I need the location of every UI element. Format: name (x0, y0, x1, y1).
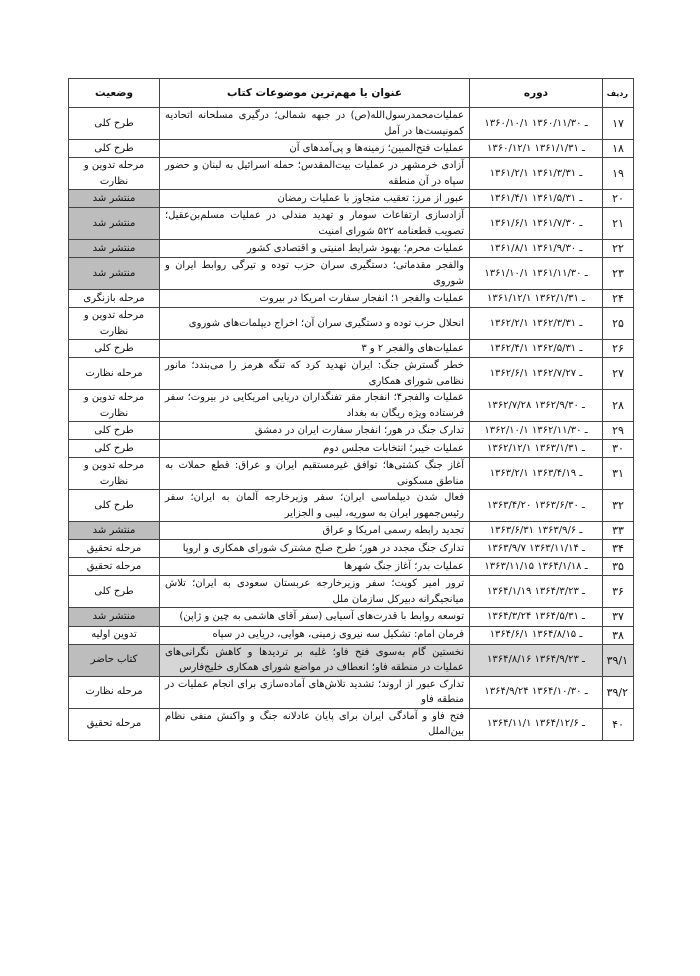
row-title: ترور امیر کویت؛ سفر وزیرخارجه عربستان سعودی به ایران؛ تلاش میانجیگرانه دبیرکل سازمان ملل (160, 576, 470, 608)
row-period: ۱۳۶۲/۱۰/۱ ـ ۱۳۶۲/۱۱/۳۰ (470, 422, 603, 440)
row-number: ۲۲ (603, 240, 634, 258)
row-status: کتاب حاضر (69, 644, 160, 676)
row-number: ۲۷ (603, 358, 634, 390)
table-row (69, 358, 634, 390)
row-period: ۱۳۶۱/۱۰/۱ ـ ۱۳۶۱/۱۱/۳۰ (470, 258, 603, 290)
row-number: ۲۳ (603, 258, 634, 290)
row-title: عملیات خیبر؛ انتخابات مجلس دوم (160, 440, 470, 458)
row-number: ۳۹/۱ (603, 644, 634, 676)
row-number: ۴۰ (603, 708, 634, 740)
row-number: ۱۷ (603, 108, 634, 140)
row-number: ۳۲ (603, 490, 634, 522)
row-status: مرحله نظارت (69, 358, 160, 390)
row-period: ۱۳۶۴/۶/۱ ـ ۱۳۶۴/۸/۱۵ (470, 626, 603, 644)
row-title: تجدید رابطه رسمی امریکا و عراق (160, 522, 470, 540)
row-number: ۳۷ (603, 608, 634, 626)
row-period: ۱۳۶۱/۴/۱ ـ ۱۳۶۱/۵/۳۱ (470, 190, 603, 208)
row-status: مرحله تحقیق (69, 558, 160, 576)
number-header: ردیف (603, 79, 634, 108)
row-number: ۳۳ (603, 522, 634, 540)
row-status: مرحله تدوین و نظارت (69, 458, 160, 490)
row-period: ۱۳۶۴/۱/۱۹ ـ ۱۳۶۴/۳/۲۳ (470, 576, 603, 608)
row-title: فرمان امام: تشکیل سه نیروی زمینی، هوایی، دریایی در سپاه (160, 626, 470, 644)
row-number: ۲۰ (603, 190, 634, 208)
row-number: ۳۶ (603, 576, 634, 608)
row-title: والفجر مقدماتی؛ دستگیری سران حزب توده و تیرگی روابط ایران و شوروی (160, 258, 470, 290)
timeline-table (68, 78, 634, 741)
row-period: ۱۳۶۴/۱۱/۱ ـ ۱۳۶۴/۱۲/۶ (470, 708, 603, 740)
header-row (69, 79, 634, 108)
row-period: ۱۳۶۱/۲/۱ ـ ۱۳۶۱/۳/۳۱ (470, 158, 603, 190)
row-period: ۱۳۶۰/۱۰/۱ ـ ۱۳۶۰/۱۱/۳۰ (470, 108, 603, 140)
row-status: مرحله تدوین و نظارت (69, 308, 160, 340)
row-title: نخستین گام به‌سوی فتح فاو؛ غلبه بر تردیدها و کاهش نگرانی‌های عملیات در منطقه فاو؛ انعطاف در مواضع شورای همکاری خلیج‌فارس (160, 644, 470, 676)
table-row (69, 240, 634, 258)
row-period: ۱۳۶۳/۴/۲۰ ـ ۱۳۶۳/۶/۳۰ (470, 490, 603, 522)
table-row (69, 258, 634, 290)
row-title: عملیات والفجر ۱؛ انفجار سفارت امریکا در بیروت (160, 290, 470, 308)
row-number: ۳۱ (603, 458, 634, 490)
row-title: فتح فاو و آمادگی ایران برای پایان عادلانه جنگ و واکنش منفی نظام بین‌الملل (160, 708, 470, 740)
table-row (69, 140, 634, 158)
row-status: مرحله تدوین و نظارت (69, 390, 160, 422)
row-status: مرحله نظارت (69, 676, 160, 708)
row-status: منتشر شد (69, 190, 160, 208)
table-row (69, 522, 634, 540)
row-title: عملیات محرم؛ بهبود شرایط امنیتی و اقتصادی کشور (160, 240, 470, 258)
row-number: ۱۸ (603, 140, 634, 158)
row-period: ۱۳۶۱/۸/۱ ـ ۱۳۶۱/۹/۳۰ (470, 240, 603, 258)
row-period: ۱۳۶۱/۱۲/۱ ـ ۱۳۶۲/۱/۳۱ (470, 290, 603, 308)
row-period: ۱۳۶۲/۲/۱ ـ ۱۳۶۲/۳/۳۱ (470, 308, 603, 340)
row-number: ۱۹ (603, 158, 634, 190)
table-row (69, 708, 634, 740)
row-period: ۱۳۶۴/۳/۲۴ ـ ۱۳۶۴/۵/۳۱ (470, 608, 603, 626)
row-status: منتشر شد (69, 522, 160, 540)
row-period: ۱۳۶۲/۷/۲۸ ـ ۱۳۶۲/۹/۳۰ (470, 390, 603, 422)
row-period: ۱۳۶۲/۴/۱ ـ ۱۳۶۲/۵/۳۱ (470, 340, 603, 358)
row-period: ۱۳۶۴/۸/۱۶ ـ ۱۳۶۴/۹/۲۳ (470, 644, 603, 676)
row-title: تدارک عبور از اروند؛ تشدید تلاش‌های آماده‌سازی برای انجام عملیات در منطقه فاو (160, 676, 470, 708)
row-number: ۳۵ (603, 558, 634, 576)
table-row (69, 340, 634, 358)
row-period: ۱۳۶۳/۹/۷ ـ ۱۳۶۳/۱۱/۱۴ (470, 540, 603, 558)
title-header: عنوان یا مهم‌ترین موضوعات کتاب (160, 79, 470, 108)
row-title: خطر گسترش جنگ: ایران تهدید کرد که تنگه هرمز را می‌بندد؛ مانور نظامی شورای همکاری (160, 358, 470, 390)
table-row (69, 440, 634, 458)
table-body (69, 108, 634, 741)
table-row (69, 676, 634, 708)
row-period: ۱۳۶۲/۱۲/۱ ـ ۱۳۶۳/۱/۳۱ (470, 440, 603, 458)
table-row (69, 308, 634, 340)
table-row (69, 158, 634, 190)
row-status: منتشر شد (69, 258, 160, 290)
row-number: ۲۴ (603, 290, 634, 308)
table-row (69, 108, 634, 140)
table-row (69, 458, 634, 490)
row-status: طرح کلی (69, 340, 160, 358)
row-title: عملیات بدر؛ آغاز جنگ شهرها (160, 558, 470, 576)
row-title: تدارک جنگ در هور؛ انفجار سفارت ایران در دمشق (160, 422, 470, 440)
row-title: عملیات فتح‌المبین؛ زمینه‌ها و پی‌آمدهای آن (160, 140, 470, 158)
table-row (69, 558, 634, 576)
row-status: طرح کلی (69, 140, 160, 158)
row-period: ۱۳۶۳/۱۱/۱۵ ـ ۱۳۶۴/۱/۱۸ (470, 558, 603, 576)
table-row (69, 626, 634, 644)
table-row (69, 390, 634, 422)
row-title: عبور از مرز: تعقیب متجاوز با عملیات رمضان (160, 190, 470, 208)
row-number: ۲۵ (603, 308, 634, 340)
row-status: منتشر شد (69, 240, 160, 258)
row-number: ۲۸ (603, 390, 634, 422)
table-row (69, 422, 634, 440)
row-status: مرحله تحقیق (69, 540, 160, 558)
row-number: ۳۹/۲ (603, 676, 634, 708)
row-status: طرح کلی (69, 108, 160, 140)
row-title: عملیات‌محمدرسول‌الله‌(ص) در جبهه شمالی؛ درگیری مسلحانه اتحادیه کمونیست‌ها در آمل (160, 108, 470, 140)
row-period: ۱۳۶۴/۹/۲۴ ـ ۱۳۶۴/۱۰/۳۰ (470, 676, 603, 708)
row-status: طرح کلی (69, 422, 160, 440)
table-row (69, 644, 634, 676)
row-status: تدوین اولیه (69, 626, 160, 644)
row-status: طرح کلی (69, 490, 160, 522)
table-row (69, 540, 634, 558)
row-number: ۲۶ (603, 340, 634, 358)
row-title: آزادسازی ارتفاعات سومار و تهدید مندلی در عملیات مسلم‌بن‌عقیل؛ تصویب قطعنامه ۵۲۲ شورای امنیت (160, 208, 470, 240)
row-title: توسعه روابط با قدرت‌های آسیایی (سفر آقای هاشمی به چین و ژاپن) (160, 608, 470, 626)
row-number: ۲۱ (603, 208, 634, 240)
table-row (69, 190, 634, 208)
table-row (69, 208, 634, 240)
row-period: ۱۳۶۲/۶/۱ ـ ۱۳۶۲/۷/۲۷ (470, 358, 603, 390)
row-title: آزادی خرمشهر در عملیات بیت‌المقدس؛ حمله اسرائیل به لبنان و حضور سپاه در آن منطقه (160, 158, 470, 190)
row-period: ۱۳۶۰/۱۲/۱ ـ ۱۳۶۱/۱/۳۱ (470, 140, 603, 158)
row-status: طرح کلی (69, 576, 160, 608)
row-number: ۳۰ (603, 440, 634, 458)
row-title: آغاز جنگ کشتی‌ها؛ توافق غیرمستقیم ایران و عراق: قطع حملات به مناطق مسکونی (160, 458, 470, 490)
row-period: ۱۳۶۳/۶/۳۱ ـ ۱۳۶۳/۹/۶ (470, 522, 603, 540)
row-title: عملیات والفجر۴؛ انفجار مقر تفنگداران دریایی امریکایی در بیروت؛ سفر فرستاده ویژه ریگان به بغداد (160, 390, 470, 422)
table-row (69, 576, 634, 608)
row-title: انحلال حزب توده و دستگیری سران آن؛ اخراج دیپلمات‌های شوروی (160, 308, 470, 340)
table-row (69, 290, 634, 308)
status-header: وضعیت (69, 79, 160, 108)
row-status: منتشر شد (69, 208, 160, 240)
row-title: تدارک جنگ مجدد در هور؛ طرح صلح مشترک شورای همکاری و اروپا (160, 540, 470, 558)
period-header: دوره (470, 79, 603, 108)
row-period: ۱۳۶۳/۲/۱ ـ ۱۳۶۳/۴/۱۹ (470, 458, 603, 490)
row-number: ۳۴ (603, 540, 634, 558)
table-row (69, 608, 634, 626)
table-row (69, 490, 634, 522)
row-number: ۳۸ (603, 626, 634, 644)
row-title: عملیات‌های والفجر ۲ و ۳ (160, 340, 470, 358)
row-status: منتشر شد (69, 608, 160, 626)
row-number: ۲۹ (603, 422, 634, 440)
row-status: طرح کلی (69, 440, 160, 458)
row-period: ۱۳۶۱/۶/۱ ـ ۱۳۶۱/۷/۳۰ (470, 208, 603, 240)
row-status: مرحله تدوین و نظارت (69, 158, 160, 190)
row-status: مرحله تحقیق (69, 708, 160, 740)
row-status: مرحله بازنگری (69, 290, 160, 308)
row-title: فعال شدن دیپلماسی ایران؛ سفر وزیرخارجه آلمان به ایران؛ سفر رئیس‌جمهور ایران به سوریه، لیبی و الجزایر (160, 490, 470, 522)
